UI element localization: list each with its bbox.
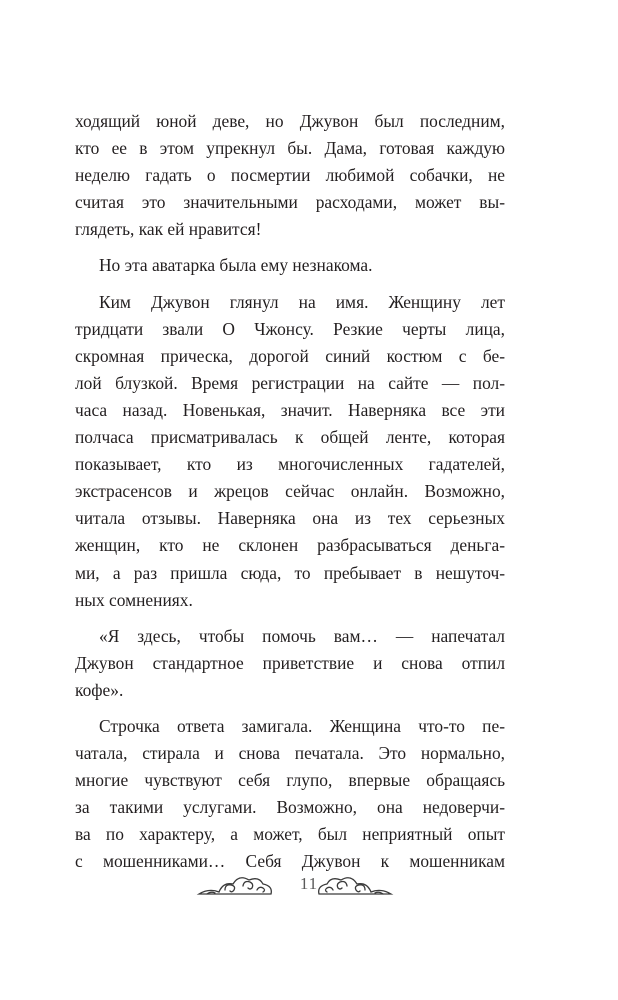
text-line: ходящий юной деве, но Джувон был последним, xyxy=(75,111,505,131)
cloud-ornament-right-icon xyxy=(315,870,395,900)
text-line: «Я здесь, чтобы помочь вам… — напечатал xyxy=(99,625,505,646)
text-line: за такими услугами. Возможно, она недоверчи- xyxy=(75,797,505,818)
text-line: скромная прическа, дорогой синий костюм с бе- xyxy=(75,345,505,366)
text-line: Ким Джувон глянул на имя. Женщину лет xyxy=(99,291,505,312)
text-line: лой блузкой. Время регистрации на сайте — пол- xyxy=(75,372,505,393)
page-number: 11 xyxy=(299,874,319,893)
text-line: кофе». xyxy=(75,679,124,700)
text-line: полчаса присматривалась к общей ленте, которая xyxy=(75,427,505,448)
text-line: читала отзывы. Наверняка она из тех серьезных xyxy=(75,508,505,529)
text-line: многие чувствуют себя глупо, впервые обращаясь xyxy=(75,770,505,791)
body-text xyxy=(75,108,505,876)
text-line: кто ее в этом упрекнул бы. Дама, готовая каждую xyxy=(75,138,505,159)
text-line: женщин, кто не склонен разбрасываться деньга- xyxy=(75,535,505,556)
text-line: неделю гадать о посмертии любимой собачки, не xyxy=(75,165,505,186)
text-line: глядеть, как ей нравится! xyxy=(75,219,262,240)
text-line: показывает, кто из многочисленных гадателей, xyxy=(75,454,505,475)
text-line: Строчка ответа замигала. Женщина что-то пе- xyxy=(99,715,505,736)
text-line: ных сомнениях. xyxy=(75,589,193,610)
text-line: экстрасенсов и жрецов сейчас онлайн. Возможно, xyxy=(75,481,505,502)
text-line: часа назад. Новенькая, значит. Наверняка все эти xyxy=(75,399,505,420)
text-line: Джувон стандартное приветствие и снова отпил xyxy=(75,652,505,673)
text-line: ми, а раз пришла сюда, то пребывает в нешуточ- xyxy=(75,562,505,583)
page-footer xyxy=(0,866,618,906)
text-line: с мошенниками… Себя Джувон к мошенникам xyxy=(75,851,505,872)
text-line: считая это значительными расходами, может вы- xyxy=(75,192,505,213)
text-line: ва по характеру, а может, был неприятный опыт xyxy=(75,824,505,845)
text-line: чатала, стирала и снова печатала. Это нормально, xyxy=(75,743,505,764)
text-line: Но эта аватарка была ему незнакома. xyxy=(99,255,373,276)
text-line: тридцати звали О Чжонсу. Резкие черты лица, xyxy=(75,318,505,339)
